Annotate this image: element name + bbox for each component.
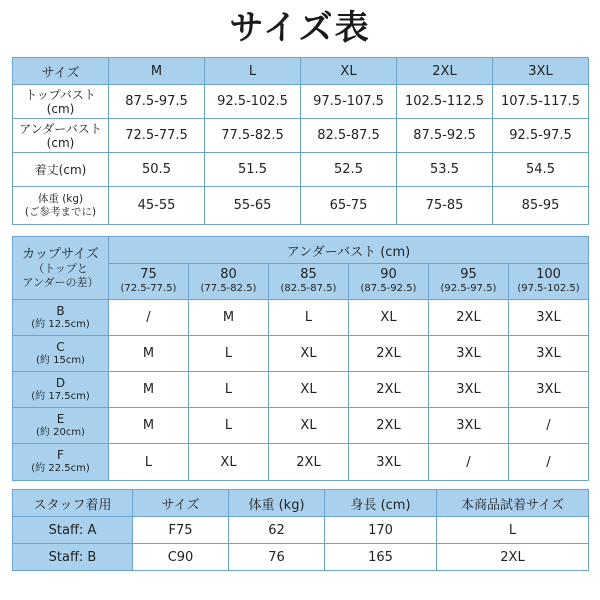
staff-cell: 165: [325, 544, 437, 571]
staff-cell: 62: [229, 517, 325, 544]
staff-cell: C90: [133, 544, 229, 571]
fit-cell: 2XL: [269, 444, 349, 481]
staff-header-cell: サイズ: [133, 490, 229, 517]
value-cell: 107.5-117.5: [493, 85, 589, 119]
row-label: 体重 (kg) (ご参考までに): [13, 187, 109, 225]
fit-cell: L: [189, 336, 269, 372]
staff-row: [13, 544, 589, 571]
size-table-header-cell: 2XL: [397, 58, 493, 85]
cup-size-subtitle: （トップと アンダーの差）: [22, 261, 99, 289]
fit-cell: M: [189, 300, 269, 336]
fit-cell: 3XL: [429, 408, 509, 444]
value-cell: 97.5-107.5: [301, 85, 397, 119]
fit-cell: XL: [269, 372, 349, 408]
staff-table: [12, 489, 589, 571]
fit-cell: /: [109, 300, 189, 336]
cup-size-table: [12, 236, 589, 481]
value-cell: 87.5-92.5: [397, 119, 493, 153]
size-table-header-row: [13, 58, 589, 85]
value-cell: 102.5-112.5: [397, 85, 493, 119]
fit-cell: XL: [189, 444, 269, 481]
fit-cell: L: [269, 300, 349, 336]
value-cell: 92.5-102.5: [205, 85, 301, 119]
cup-label: D (約 17.5cm): [13, 372, 109, 408]
staff-cell: F75: [133, 517, 229, 544]
staff-header-cell: 体重 (kg): [229, 490, 325, 517]
fit-cell: XL: [269, 336, 349, 372]
fit-cell: 3XL: [429, 336, 509, 372]
value-cell: 65-75: [301, 187, 397, 225]
value-cell: 53.5: [397, 153, 493, 187]
fit-cell: M: [109, 372, 189, 408]
value-cell: 82.5-87.5: [301, 119, 397, 153]
cup-row: [13, 300, 589, 336]
fit-cell: 2XL: [349, 408, 429, 444]
staff-cell: L: [437, 517, 589, 544]
fit-cell: 3XL: [509, 336, 589, 372]
size-table-header-cell: M: [109, 58, 205, 85]
staff-row: [13, 517, 589, 544]
fit-cell: /: [429, 444, 509, 481]
cup-row: [13, 444, 589, 481]
size-table-row: [13, 187, 589, 225]
value-cell: 45-55: [109, 187, 205, 225]
row-label: アンダーバスト (cm): [13, 119, 109, 153]
band-header: 85 (82.5-87.5): [269, 264, 349, 300]
cup-label: E (約 20cm): [13, 408, 109, 444]
fit-cell: L: [109, 444, 189, 481]
value-cell: 77.5-82.5: [205, 119, 301, 153]
page-title: サイズ表: [229, 8, 371, 48]
band-header: 80 (77.5-82.5): [189, 264, 269, 300]
staff-name: Staff: B: [13, 544, 133, 571]
band-header: 100 (97.5-102.5): [509, 264, 589, 300]
fit-cell: 3XL: [429, 372, 509, 408]
cup-label: F (約 22.5cm): [13, 444, 109, 481]
fit-cell: L: [189, 408, 269, 444]
fit-cell: L: [189, 372, 269, 408]
fit-cell: XL: [269, 408, 349, 444]
row-label: 着丈(cm): [13, 153, 109, 187]
band-header: 90 (87.5-92.5): [349, 264, 429, 300]
cup-row: [13, 336, 589, 372]
fit-cell: M: [109, 408, 189, 444]
band-header: 75 (72.5-77.5): [109, 264, 189, 300]
fit-cell: XL: [349, 300, 429, 336]
size-table: [12, 57, 589, 225]
fit-cell: 2XL: [429, 300, 509, 336]
staff-cell: 76: [229, 544, 325, 571]
value-cell: 52.5: [301, 153, 397, 187]
fit-cell: /: [509, 444, 589, 481]
cup-row: [13, 372, 589, 408]
staff-name: Staff: A: [13, 517, 133, 544]
underbust-title: アンダーバスト (cm): [109, 237, 589, 264]
staff-cell: 2XL: [437, 544, 589, 571]
cup-label: B (約 12.5cm): [13, 300, 109, 336]
value-cell: 51.5: [205, 153, 301, 187]
staff-header-cell: 本商品試着サイズ: [437, 490, 589, 517]
band-header: 95 (92.5-97.5): [429, 264, 509, 300]
size-table-row: [13, 153, 589, 187]
fit-cell: 2XL: [349, 336, 429, 372]
cup-row: [13, 408, 589, 444]
staff-table-header-row: [13, 490, 589, 517]
fit-cell: 3XL: [509, 300, 589, 336]
cup-label: C (約 15cm): [13, 336, 109, 372]
value-cell: 50.5: [109, 153, 205, 187]
size-table-row: [13, 85, 589, 119]
value-cell: 72.5-77.5: [109, 119, 205, 153]
row-label: トップバスト (cm): [13, 85, 109, 119]
value-cell: 85-95: [493, 187, 589, 225]
size-table-header-cell: L: [205, 58, 301, 85]
size-table-header-cell: サイズ: [13, 58, 109, 85]
fit-cell: 3XL: [349, 444, 429, 481]
size-table-header-cell: 3XL: [493, 58, 589, 85]
size-table-header-cell: XL: [301, 58, 397, 85]
cup-size-corner: [13, 237, 109, 300]
value-cell: 55-65: [205, 187, 301, 225]
staff-cell: 170: [325, 517, 437, 544]
value-cell: 54.5: [493, 153, 589, 187]
staff-header-cell: スタッフ着用: [13, 490, 133, 517]
value-cell: 75-85: [397, 187, 493, 225]
fit-cell: 2XL: [349, 372, 429, 408]
value-cell: 87.5-97.5: [109, 85, 205, 119]
cup-table-header-row: [13, 237, 589, 264]
value-cell: 92.5-97.5: [493, 119, 589, 153]
fit-cell: /: [509, 408, 589, 444]
fit-cell: M: [109, 336, 189, 372]
fit-cell: 3XL: [509, 372, 589, 408]
size-table-row: [13, 119, 589, 153]
staff-header-cell: 身長 (cm): [325, 490, 437, 517]
cup-size-title: カップサイズ: [22, 246, 99, 262]
